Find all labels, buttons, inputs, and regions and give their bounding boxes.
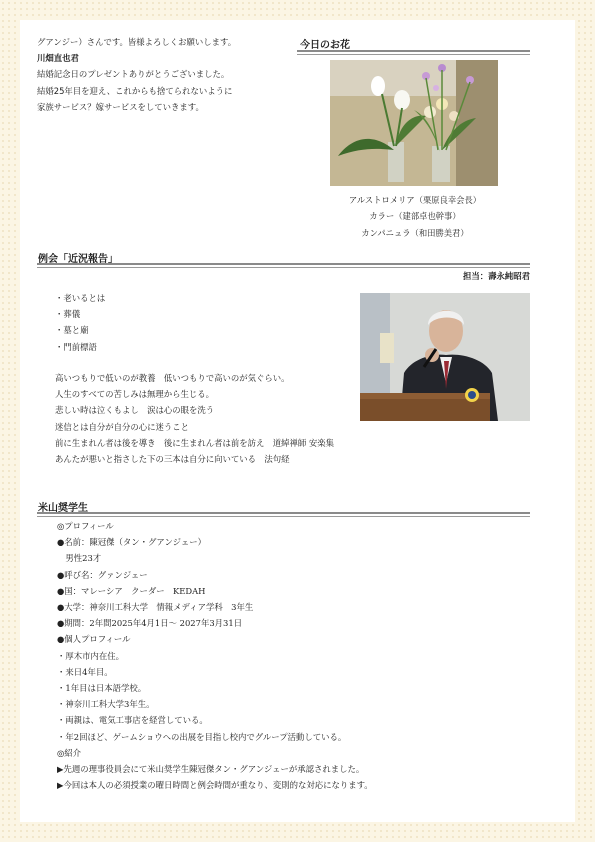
- flower-caption: アルストロメリア（栗原良幸会長）: [348, 195, 482, 205]
- phrase-line: 前に生まれん者は後を導き 後に生まれん者は前を訪え 道綽禅師 安楽集: [55, 437, 335, 448]
- speaker-icon: [360, 293, 530, 421]
- profile-line: ・年2回ほど、ゲームショウへの出展を目指し校内でグループ活動している。: [57, 731, 347, 742]
- flowers-captions: [320, 192, 510, 241]
- report-heading: 例会「近況報告」: [38, 254, 118, 265]
- topic-item: ・老いるとは: [55, 293, 106, 303]
- report-topics: [55, 290, 105, 355]
- profile-line: ●大学：神奈川工科大学 情報メディア学科 3年生: [57, 602, 254, 613]
- profile-line: ▶今回は本人の必須授業の曜日時間と例会時間が重なり、変則的な対応になります。: [57, 780, 373, 791]
- intro-line: 家族サービス？嫁サービスをしていきます。: [37, 101, 204, 112]
- scholar-heading-rule-thin: [37, 516, 530, 517]
- profile-line: ●個人プロフィール: [57, 634, 131, 645]
- flowers-heading-rule-thin: [297, 54, 530, 55]
- topic-item: ・墓と廟: [55, 325, 89, 336]
- intro-line: 結婚記念日のプレゼントありがとうございました。: [37, 69, 230, 80]
- profile-line: ●期間：2年間2025年4月1日～ 2027年3月31日: [57, 618, 243, 629]
- flowers-photo: [330, 60, 498, 186]
- member-name: 川畑直也君: [37, 53, 79, 64]
- report-heading-rule: [37, 263, 530, 265]
- report-phrases: [55, 370, 334, 467]
- phrase-line: 人生のすべての苦しみは無理から生じる。: [55, 389, 214, 400]
- intro-line: グアンジー）さんです。皆様よろしくお願いします。: [37, 37, 237, 47]
- flowers-heading: 今日のお花: [300, 40, 350, 51]
- phrase-line: 迷信とは自分が自分の心に迷うこと: [55, 421, 189, 432]
- flower-caption: カンパニュラ（和田勝美君）: [361, 227, 469, 238]
- phrase-line: 高いつもりで低いのが教養 低いつもりで高いのが気ぐらい。: [55, 373, 290, 383]
- phrase-line: 悲しい時は泣くもよし 涙は心の眼を洗う: [55, 405, 215, 416]
- scholar-heading-rule: [37, 512, 530, 514]
- report-presenter: 担当：壽永純昭君: [463, 271, 530, 281]
- profile-line: ・厚木市内在住。: [57, 650, 124, 661]
- flowers-heading-rule: [297, 50, 530, 52]
- intro-line: 結婚25年目を迎え、これからも捨てられないように: [37, 85, 233, 96]
- profile-line: ▶先週の理事役員会にて米山奨学生陳冠傑タン・グアンジェーが承認されました。: [57, 764, 365, 775]
- profile-line: 男性23才: [57, 553, 102, 564]
- flower-arrangement-icon: [330, 60, 498, 186]
- profile-line: ◎紹介: [57, 747, 82, 758]
- profile-line: ・来日4年目。: [57, 666, 113, 677]
- profile-line: ・両親は、電気工事店を経営している。: [57, 715, 208, 726]
- profile-line: ・神奈川工科大学3年生。: [57, 699, 155, 710]
- scholar-heading: 米山奨学生: [38, 503, 88, 514]
- intro-section: [37, 34, 287, 115]
- profile-line: ・1年目は日本語学校。: [57, 683, 147, 694]
- speaker-photo: [360, 293, 530, 421]
- profile-line: ●国：マレーシア クーダー KEDAH: [57, 585, 206, 596]
- scholar-profile: [57, 518, 373, 793]
- topic-item: ・葬儀: [55, 309, 81, 320]
- profile-line: ●呼び名：グァンジェー: [57, 569, 148, 580]
- flower-caption: カラー（建部卓也幹事）: [369, 211, 461, 222]
- phrase-line: あんたが悪いと指さした下の三本は自分に向いている 法句経: [55, 454, 290, 465]
- profile-line: ●名前：陳冠傑（タン・グアンジェー）: [57, 537, 206, 548]
- profile-line: ◎プロフィール: [57, 521, 114, 531]
- topic-item: ・門前標語: [55, 341, 97, 352]
